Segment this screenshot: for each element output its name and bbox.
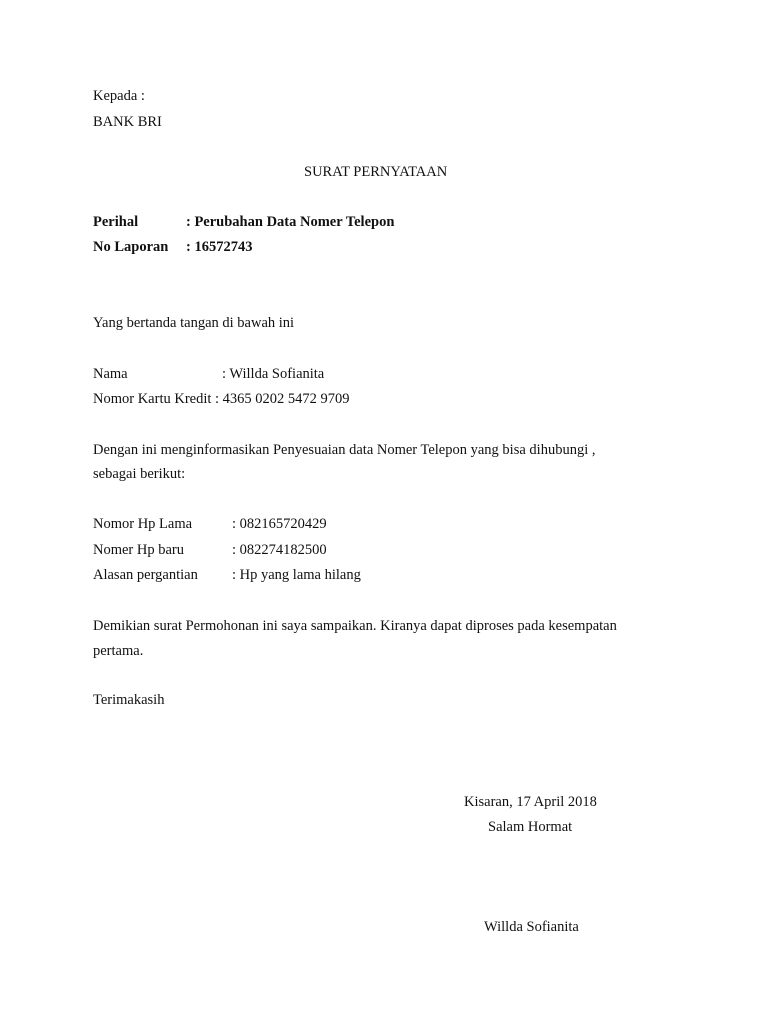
regards-text: Salam Hormat bbox=[488, 819, 573, 835]
intro-text: Yang bertanda tangan di bawah ini bbox=[93, 315, 295, 331]
detail-row bbox=[93, 566, 361, 584]
subject-value: : Perubahan Data Nomer Telepon bbox=[186, 214, 395, 230]
detail-row bbox=[93, 515, 327, 533]
detail-value: : Hp yang lama hilang bbox=[232, 567, 361, 583]
name-value: : Willda Sofianita bbox=[222, 366, 325, 382]
card-row bbox=[93, 390, 350, 408]
detail-row bbox=[93, 541, 327, 559]
detail-label: Alasan pergantian bbox=[93, 567, 198, 583]
letter-title: SURAT PERNYATAAN bbox=[304, 164, 448, 180]
thanks-text: Terimakasih bbox=[93, 692, 165, 708]
detail-value: : 082274182500 bbox=[232, 542, 327, 558]
name-label: Nama bbox=[93, 366, 128, 382]
name-row bbox=[93, 365, 325, 383]
report-label: No Laporan bbox=[93, 239, 169, 255]
subject-label: Perihal bbox=[93, 214, 139, 230]
detail-label: Nomor Hp Lama bbox=[93, 516, 193, 532]
statement-line-1: Dengan ini menginformasikan Penyesuaian data Nomer Telepon yang bisa dihubungi , bbox=[93, 442, 596, 458]
signer-name: Willda Sofianita bbox=[484, 919, 579, 935]
card-value: : 4365 0202 5472 9709 bbox=[215, 391, 350, 407]
report-row bbox=[93, 238, 253, 256]
recipient: BANK BRI bbox=[93, 114, 162, 130]
detail-value: : 082165720429 bbox=[232, 516, 327, 532]
closing-line-1: Demikian surat Permohonan ini saya sampaikan. Kiranya dapat diproses pada kesempatan bbox=[93, 618, 617, 634]
report-value: : 16572743 bbox=[186, 239, 253, 255]
card-label: Nomor Kartu Kredit bbox=[93, 391, 212, 407]
statement-line-2: sebagai berikut: bbox=[93, 466, 186, 482]
subject-row bbox=[93, 213, 395, 231]
closing-line-2: pertama. bbox=[93, 643, 144, 659]
detail-label: Nomer Hp baru bbox=[93, 542, 185, 558]
to-label: Kepada : bbox=[93, 88, 145, 104]
place-date: Kisaran, 17 April 2018 bbox=[464, 794, 597, 810]
